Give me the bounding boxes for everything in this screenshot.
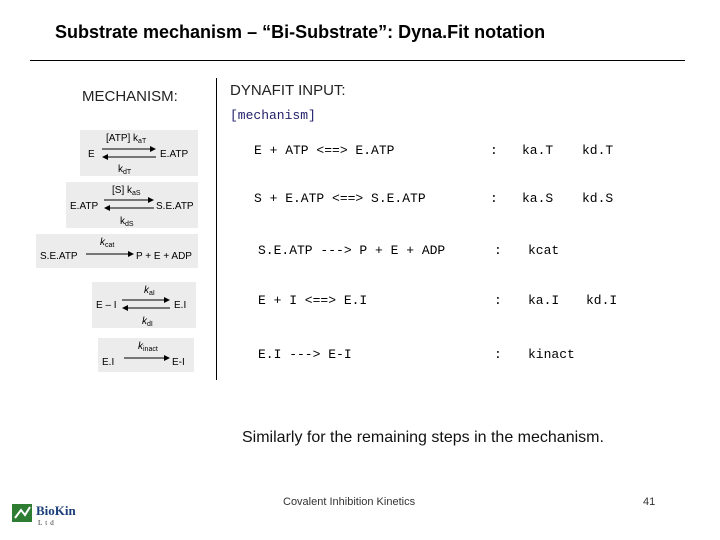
step-2-equation: S + E.ATP <==> S.E.ATP [254,191,426,206]
forward-arrowhead [150,146,156,152]
diagram-5-left-species: E.I [102,357,115,368]
footer-text: Covalent Inhibition Kinetics [283,496,416,508]
forward-arrowhead [148,197,154,203]
reverse-arrowhead [102,154,108,160]
diagram-step-5 [98,338,194,372]
step-4-rate-forward: ka.I [528,293,560,308]
diagram-1-top-label: [ATP] $k_{aT}$ [106,133,147,145]
step-3-rate-forward: kcat [528,243,560,258]
diagram-step-1-svg [80,130,198,176]
mechanism-label: MECHANISM: [82,88,178,105]
step-1-equation: E + ATP <==> E.ATP [254,143,395,158]
step-2-colon: : [490,191,498,206]
forward-arrowhead [164,297,170,303]
step-3-equation: S.E.ATP ---> P + E + ADP [258,243,446,258]
diagram-4-bottom-label: $k_{dI}$ [142,316,153,328]
diagram-2-bottom-label: $k_{dS}$ [120,216,134,228]
step-5-rate-forward: kinact [528,347,575,362]
biokin-logo [12,500,92,526]
diagram-2-top-label: [S] $k_{aS}$ [112,185,141,197]
diagram-1-right-species: E.ATP [160,149,189,160]
step-1-rate-forward: ka.T [522,143,554,158]
diagram-1-left-species: E [88,149,95,160]
diagram-step-4-svg [92,282,196,328]
diagram-step-3-svg [36,234,198,268]
diagram-3-left-species: S.E.ATP [40,251,78,262]
step-4-rate-reverse: kd.I [586,293,618,308]
logo-mark [12,504,32,522]
page-number: 41 [643,496,656,508]
diagram-step-5-svg [98,338,194,372]
diagram-step-3 [36,234,198,268]
step-1-rate-reverse: kd.T [582,143,614,158]
step-5-colon: : [494,347,502,362]
diagram-step-2-svg [66,182,198,228]
step-3-colon: : [494,243,502,258]
title-divider [30,60,685,61]
diagram-4-right-species: E.I [174,300,187,311]
step-2-rate-forward: ka.S [522,191,554,206]
reverse-arrowhead [104,205,110,211]
diagram-2-left-species: E.ATP [70,201,99,212]
diagram-4-top-label: $k_{aI}$ [144,285,155,297]
dynafit-input-label: DYNAFIT INPUT: [230,82,346,99]
diagram-3-top-label: $k_{cat}$ [100,237,115,249]
diagram-5-top-label: $k_{inact}$ [138,341,158,353]
mechanism-tag: [mechanism] [230,108,316,123]
step-4-equation: E + I <==> E.I [258,293,368,308]
logo-text: BioKin [36,503,76,518]
slide-title: Substrate mechanism – “Bi-Substrate”: Dyna.Fit notation [55,22,546,42]
forward-arrowhead [128,251,134,257]
diagram-2-right-species: S.E.ATP [156,201,194,212]
diagram-step-2 [66,182,198,228]
step-5-equation: E.I ---> E-I [258,347,352,362]
diagram-1-bottom-label: $k_{dT}$ [118,164,132,176]
remaining-steps-note: Similarly for the remaining steps in the mechanism. [242,429,604,446]
diagram-4-left-species: E – I [96,300,117,311]
diagram-3-right-species: P + E + ADP [136,251,192,262]
diagram-step-1 [80,130,198,176]
step-1-colon: : [490,143,498,158]
logo-subtext: Ltd [38,519,57,526]
reverse-arrowhead [122,305,128,311]
step-2-rate-reverse: kd.S [582,191,614,206]
biokin-logo-svg [12,500,92,526]
diagram-5-right-species: E-I [172,357,185,368]
column-divider [216,78,217,380]
forward-arrowhead [164,355,170,361]
diagram-step-4 [92,282,196,328]
step-4-colon: : [494,293,502,308]
